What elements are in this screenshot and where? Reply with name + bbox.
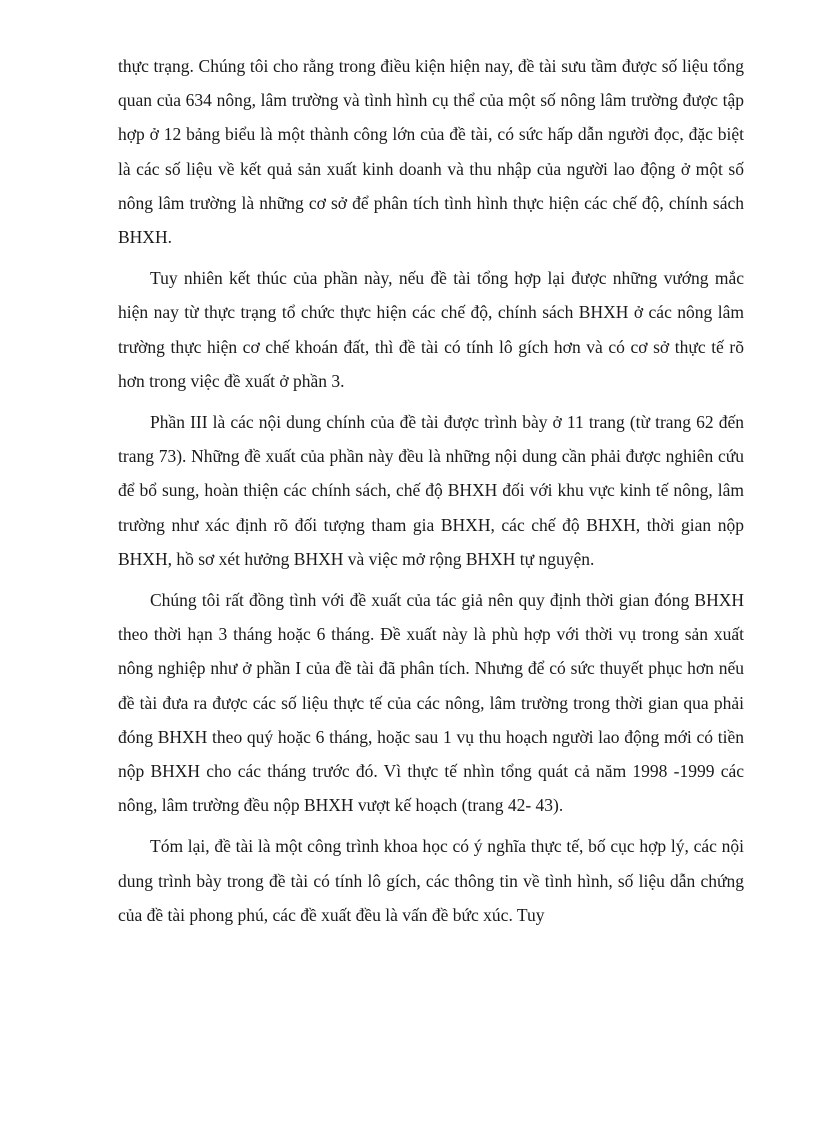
document-page xyxy=(118,49,744,939)
paragraph-1: thực trạng. Chúng tôi cho rằng trong điều kiện hiện nay, đề tài sưu tầm được số liệu tổng quan của 634 nông, lâm trường và tình hình cụ thể của một số nông lâm trường được tập hợp ở 12 bảng biểu là một thành công lớn của đề tài, có sức hấp dẫn người đọc, đặc biệt là các số liệu về kết quả sản xuất kinh doanh và thu nhập của người lao động ở một số nông lâm trường là những cơ sở để phân tích tình hình thực hiện các chế độ, chính sách BHXH. xyxy=(118,56,744,248)
paragraph-4: Chúng tôi rất đồng tình với đề xuất của tác giả nên quy định thời gian đóng BHXH theo thời hạn 3 tháng hoặc 6 tháng. Đề xuất này là phù hợp với thời vụ trong sản xuất nông nghiệp như ở phần I của đề tài đã phân tích. Nhưng để có sức thuyết phục hơn nếu đề tài đưa ra được các số liệu thực tế của các nông, lâm trường trong thời gian qua phải đóng BHXH theo quý hoặc 6 tháng, hoặc sau 1 vụ thu hoạch người lao động mới có tiền nộp BHXH cho các tháng trước đó. Vì thực tế nhìn tổng quát cả năm 1998 -1999 các nông, lâm trường đều nộp BHXH vượt kế hoạch (trang 42- 43). xyxy=(118,590,744,816)
paragraph-3: Phần III là các nội dung chính của đề tài được trình bày ở 11 trang (từ trang 62 đến trang 73). Những đề xuất của phần này đều là những nội dung cần phải được nghiên cứu để bổ sung, hoàn thiện các chính sách, chế độ BHXH đối với khu vực kinh tế nông, lâm trường như xác định rõ đối tượng tham gia BHXH, các chế độ BHXH, thời gian nộp BHXH, hồ sơ xét hưởng BHXH và việc mở rộng BHXH tự nguyện. xyxy=(118,412,744,569)
paragraph-5: Tóm lại, đề tài là một công trình khoa học có ý nghĩa thực tế, bố cục hợp lý, các nội dung trình bày trong đề tài có tính lô gích, các thông tin về tình hình, số liệu dẫn chứng của đề tài phong phú, các đề xuất đều là vấn đề bức xúc. Tuy xyxy=(118,836,744,925)
paragraph-2: Tuy nhiên kết thúc của phần này, nếu đề tài tổng hợp lại được những vướng mắc hiện nay từ thực trạng tổ chức thực hiện các chế độ, chính sách BHXH ở các nông lâm trường thực hiện cơ chế khoán đất, thì đề tài có tính lô gích hơn và có cơ sở thực tế rõ hơn trong việc đề xuất ở phần 3. xyxy=(118,268,744,391)
